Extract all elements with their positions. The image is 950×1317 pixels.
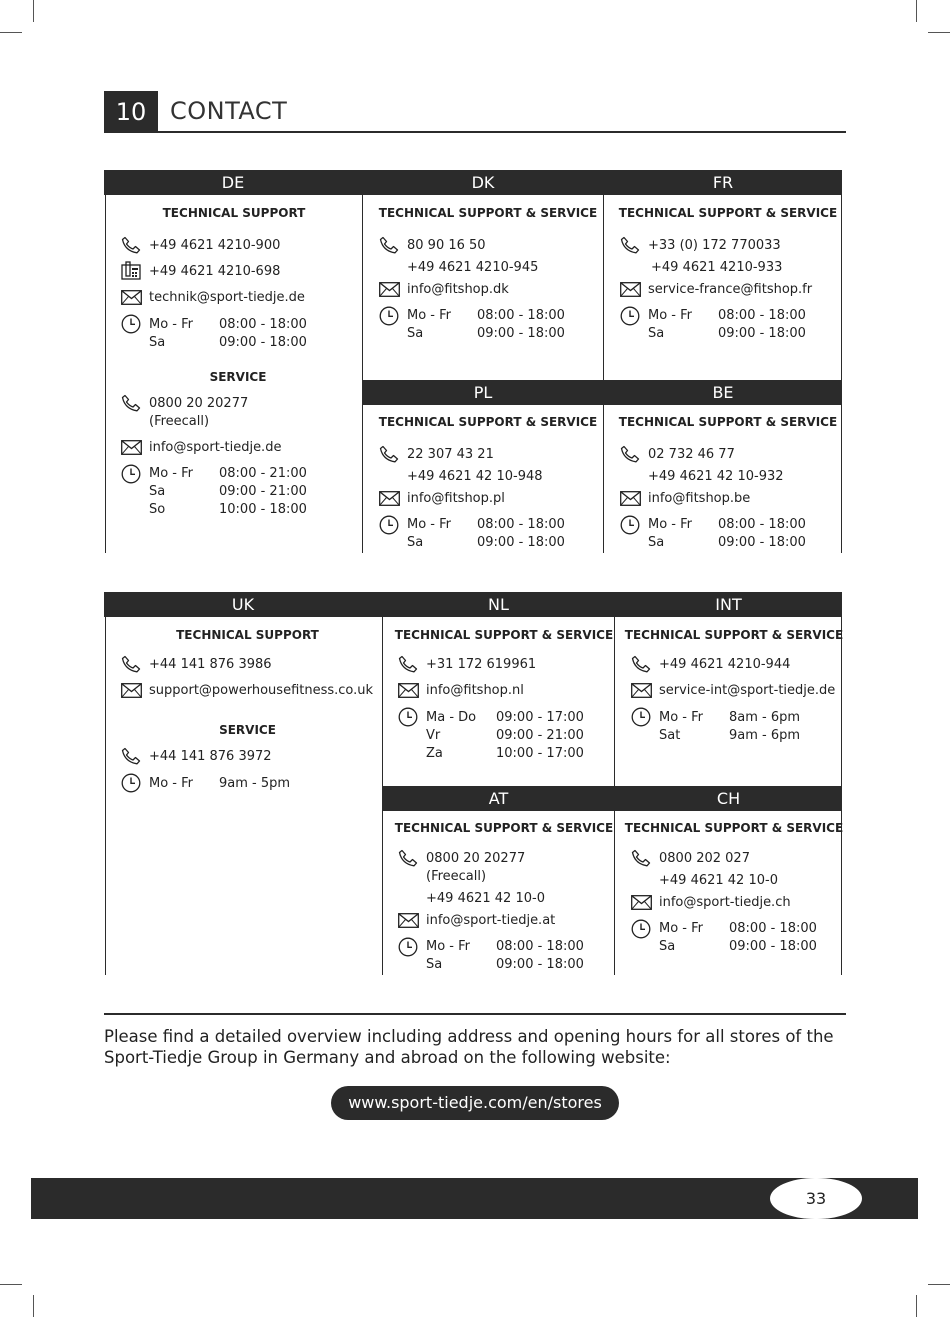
at-phone: 0800 20 20277 xyxy=(426,851,526,866)
country-title-de: DE xyxy=(221,173,245,192)
country-title-dk: DK xyxy=(471,173,495,192)
section-title: CONTACT xyxy=(170,97,288,125)
uk-tech-phone: +44 141 876 3986 xyxy=(149,657,272,672)
phone-icon xyxy=(620,445,640,463)
country-title-int: INT xyxy=(715,595,742,614)
country-title-at: AT xyxy=(488,789,509,808)
ch-phone: 0800 202 027 xyxy=(659,851,750,866)
pl-email: info@fitshop.pl xyxy=(407,491,505,506)
country-title-ch: CH xyxy=(716,789,741,808)
country-title-pl: PL xyxy=(473,383,493,402)
be-heading: TECHNICAL SUPPORT & SERVICE xyxy=(618,415,838,429)
uk-service-heading: SERVICE xyxy=(219,723,276,737)
clock-icon xyxy=(631,919,651,939)
at-hours-row: Mo - Fr 08:00 - 18:00 xyxy=(426,939,584,954)
de-service-email: info@sport-tiedje.de xyxy=(149,440,282,455)
crop-mark xyxy=(33,1295,34,1317)
envelope-icon xyxy=(631,683,652,698)
int-hours-row: Sat 9am - 6pm xyxy=(659,728,801,743)
clock-icon xyxy=(121,314,141,334)
envelope-icon xyxy=(379,282,400,297)
phone-icon xyxy=(121,655,141,673)
dk-email: info@fitshop.dk xyxy=(407,282,509,297)
uk-tech-heading: TECHNICAL SUPPORT xyxy=(176,628,319,642)
crop-mark xyxy=(0,1284,22,1285)
de-tech-fax: +49 4621 4210-698 xyxy=(149,264,281,279)
country-title-uk: UK xyxy=(231,595,255,614)
clock-icon xyxy=(398,937,418,957)
de-service-phone: 0800 20 20277 xyxy=(149,396,249,411)
pl-hours-row: Sa 09:00 - 18:00 xyxy=(407,535,565,550)
envelope-icon xyxy=(121,440,142,455)
fr-email: service-france@fitshop.fr xyxy=(648,282,813,297)
nl-hours-row: Ma - Do 09:00 - 17:00 xyxy=(426,710,584,725)
envelope-icon xyxy=(631,895,652,910)
at-heading: TECHNICAL SUPPORT & SERVICE xyxy=(394,821,614,835)
phone-icon xyxy=(398,849,418,867)
envelope-icon xyxy=(398,683,419,698)
de-service-hours-row: So 10:00 - 18:00 xyxy=(149,502,307,517)
int-email: service-int@sport-tiedje.de xyxy=(659,683,836,698)
pl-hours-row: Mo - Fr 08:00 - 18:00 xyxy=(407,517,565,532)
page-number: 33 xyxy=(770,1178,862,1219)
dk-phone: +49 4621 4210-945 xyxy=(407,260,539,275)
uk-tech-email: support@powerhousefitness.co.uk xyxy=(149,683,374,698)
clock-icon xyxy=(121,464,141,484)
uk-service-hours-row: Mo - Fr 9am - 5pm xyxy=(149,776,291,791)
pl-heading: TECHNICAL SUPPORT & SERVICE xyxy=(378,415,598,429)
be-email: info@fitshop.be xyxy=(648,491,751,506)
ch-hours-row: Sa 09:00 - 18:00 xyxy=(659,939,817,954)
pl-phone: 22 307 43 21 xyxy=(407,447,494,462)
dk-phone: 80 90 16 50 xyxy=(407,238,486,253)
dk-heading: TECHNICAL SUPPORT & SERVICE xyxy=(378,206,598,220)
at-phone: +49 4621 42 10-0 xyxy=(426,891,545,906)
nl-hours-row: Za 10:00 - 17:00 xyxy=(426,746,584,761)
crop-mark xyxy=(916,1295,917,1317)
phone-icon xyxy=(620,236,640,254)
de-tech-phone: +49 4621 4210-900 xyxy=(149,238,281,253)
clock-icon xyxy=(620,306,640,326)
de-tech-hours-row: Sa 09:00 - 18:00 xyxy=(149,335,307,350)
table2-divider xyxy=(105,617,106,975)
de-tech-email: technik@sport-tiedje.de xyxy=(149,290,305,305)
phone-icon xyxy=(379,445,399,463)
envelope-icon xyxy=(121,290,142,305)
section-number: 10 xyxy=(104,91,158,133)
crop-mark xyxy=(928,1284,950,1285)
nl-heading: TECHNICAL SUPPORT & SERVICE xyxy=(394,628,614,642)
be-hours-row: Mo - Fr 08:00 - 18:00 xyxy=(648,517,806,532)
phone-icon xyxy=(631,655,651,673)
crop-mark xyxy=(928,32,950,33)
phone-icon xyxy=(121,747,141,765)
country-title-nl: NL xyxy=(488,595,509,614)
at-phone-note: (Freecall) xyxy=(426,869,487,884)
nl-hours-row: Vr 09:00 - 21:00 xyxy=(426,728,584,743)
at-hours-row: Sa 09:00 - 18:00 xyxy=(426,957,584,972)
at-email: info@sport-tiedje.at xyxy=(426,913,556,928)
fr-phone: +33 (0) 172 770033 xyxy=(648,238,781,253)
crop-mark xyxy=(916,0,917,22)
clock-icon xyxy=(121,773,141,793)
de-service-heading: SERVICE xyxy=(209,370,267,384)
fr-phone: +49 4621 4210-933 xyxy=(651,260,783,275)
phone-icon xyxy=(398,655,418,673)
footer-paragraph: Please find a detailed overview including address and opening hours for all stores of the Sport-Tiedje Group in Germany and abroad on the following website: xyxy=(104,1027,834,1067)
de-tech-hours-row: Mo - Fr 08:00 - 18:00 xyxy=(149,317,307,332)
clock-icon xyxy=(379,515,399,535)
envelope-icon xyxy=(121,683,142,698)
phone-icon xyxy=(121,236,141,254)
clock-icon xyxy=(620,515,640,535)
dk-hours-row: Mo - Fr 08:00 - 18:00 xyxy=(407,308,565,323)
stores-link[interactable]: www.sport-tiedje.com/en/stores xyxy=(331,1086,619,1120)
envelope-icon xyxy=(398,913,419,928)
int-heading: TECHNICAL SUPPORT & SERVICE xyxy=(624,628,844,642)
phone-icon xyxy=(379,236,399,254)
clock-icon xyxy=(398,707,418,727)
envelope-icon xyxy=(620,491,641,506)
crop-mark xyxy=(33,0,34,22)
fax-icon xyxy=(121,261,141,280)
section-divider xyxy=(104,131,846,133)
fr-heading: TECHNICAL SUPPORT & SERVICE xyxy=(618,206,838,220)
pl-phone: +49 4621 42 10-948 xyxy=(407,469,543,484)
table1-divider xyxy=(841,195,842,553)
phone-icon xyxy=(631,849,651,867)
uk-service-phone: +44 141 876 3972 xyxy=(149,749,272,764)
nl-email: info@fitshop.nl xyxy=(426,683,524,698)
nl-phone: +31 172 619961 xyxy=(426,657,537,672)
footer-divider xyxy=(104,1013,846,1015)
de-service-phone-note: (Freecall) xyxy=(149,414,210,429)
int-phone: +49 4621 4210-944 xyxy=(659,657,791,672)
ch-heading: TECHNICAL SUPPORT & SERVICE xyxy=(624,821,844,835)
be-phone: 02 732 46 77 xyxy=(648,447,735,462)
country-title-be: BE xyxy=(712,383,734,402)
envelope-icon xyxy=(379,491,400,506)
de-tech-heading: TECHNICAL SUPPORT xyxy=(162,206,306,220)
clock-icon xyxy=(631,707,651,727)
fr-hours-row: Sa 09:00 - 18:00 xyxy=(648,326,806,341)
de-service-hours-row: Mo - Fr 08:00 - 21:00 xyxy=(149,466,307,481)
be-hours-row: Sa 09:00 - 18:00 xyxy=(648,535,806,550)
country-title-fr: FR xyxy=(712,173,734,192)
phone-icon xyxy=(121,394,141,412)
clock-icon xyxy=(379,306,399,326)
ch-hours-row: Mo - Fr 08:00 - 18:00 xyxy=(659,921,817,936)
de-service-hours-row: Sa 09:00 - 21:00 xyxy=(149,484,307,499)
ch-email: info@sport-tiedje.ch xyxy=(659,895,791,910)
envelope-icon xyxy=(620,282,641,297)
dk-hours-row: Sa 09:00 - 18:00 xyxy=(407,326,565,341)
table1-divider xyxy=(603,195,604,553)
ch-phone: +49 4621 42 10-0 xyxy=(659,873,778,888)
crop-mark xyxy=(0,32,22,33)
int-hours-row: Mo - Fr 8am - 6pm xyxy=(659,710,801,725)
be-phone: +49 4621 42 10-932 xyxy=(648,469,784,484)
fr-hours-row: Mo - Fr 08:00 - 18:00 xyxy=(648,308,806,323)
